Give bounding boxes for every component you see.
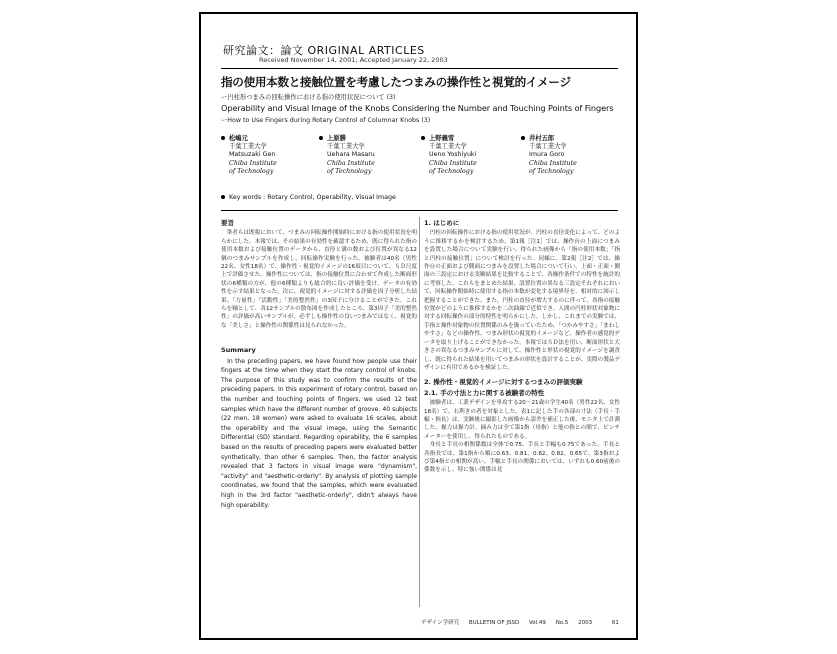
author-name-en: Uehara Masaru xyxy=(327,151,375,159)
bullet-icon xyxy=(421,136,425,140)
author-univ-jp: 千葉工業大学 xyxy=(229,143,267,151)
keywords xyxy=(221,194,396,201)
column-divider xyxy=(419,217,420,607)
abstract-heading: 要旨 xyxy=(221,219,234,227)
author-list xyxy=(221,135,621,183)
received-date: Received November 14, 2001; Accepted January 22, 2003 xyxy=(259,56,448,64)
footer-journal-jp: デザイン学研究 xyxy=(421,620,460,626)
footer-year: 2003 xyxy=(578,620,593,626)
author-name-jp: 松嶋元 xyxy=(229,135,248,142)
japanese-subtitle: ー円柱形つまみの回転操作における指の使用状況について (3) xyxy=(221,94,396,101)
author-univ-jp: 千葉工業大学 xyxy=(529,143,567,151)
page-number: 61 xyxy=(611,620,619,626)
section-2-1-text-2: 身長と手長の相関係数は全体で0.75、手長と手幅も0.75であった。手長と各指長では、第1指から順に0.63、0.81、0.82、0.82、0.65で、第3指および第4指との相関が高い。手幅と手長の関係においては、いずれも0.60前後の係数を示し、特に強い関係は見 xyxy=(424,442,620,474)
english-subtitle: ーHow to Use Fingers during Rotary Control of Columnar Knobs (3) xyxy=(221,117,431,124)
keywords-rule xyxy=(221,210,618,211)
section-1-text: 円柱の回転操作における指の使用状況が、円柱の直径変化によって、どのように推移するかを検討するため、第1報［注1］では、操作台の上面につまみを設置した場合について実験を行い、得られた画像から「指の使用本数」「指と円柱の接触位置」について検討を行った。同様に、第2報［注2］では、操作台の正面および側面につまみを設置した場合について行い、上面・正面・側面の三設定における実験結果を比較することで、各操作条件での特性を統計的に考察した。これらをまとめた結果、設置位置の異なる三設定それぞれにおいて、回転操作開始時に使用する指の本数が変化する境界径を、相対的に図示し把握することができた。また、円柱の直径が増大するのに伴って、各指の接触位置がどのように推移するかを二次曲線で近似でき、人間の円柱形状対象物に対する回転操作の部分的特性を明らかにした。しかし、これまでの実験では、手指と操作対象物の位置関係のみを扱っていたため、「つかみやすさ」「まわしやすさ」などの操作性、つまみ形状の視覚的イメージなど、操作者の感覚的データを取り上げることができなかった。本報ではＳＤ法を用い、断面形状と大きさの異なるつまみサンプルに対して、操作性と形状の視覚的イメージを調査し、既に得られた結果を用いてつまみの形状を設計することが、実際の製品デザインに有用であるかを検証した。 xyxy=(424,230,620,371)
section-2-1-text: 被験者は、工業デザインを専攻する20〜21歳の学生40名（男性22名、女性18名）で、右利きの者を対象とした。表1に記した手の各部の寸法（手長・手幅・指長）は、実験後に撮影した画像から誤差を補正した後、モニタ上で計測した。握力は握力計、摘み力は全て第1指（母指）と他の指との間で、ピンチメーターを使用し、得られたものである。 xyxy=(424,400,620,440)
footer-volume: Vol.49 xyxy=(528,620,546,626)
article-category: 研究論文：論文 ORIGINAL ARTICLES xyxy=(223,44,425,57)
keywords-text: Key words : Rotary Control, Operability, Visual Image xyxy=(229,194,396,201)
author-univ-en: Chiba Institute xyxy=(229,159,277,167)
english-title: Operability and Visual Image of the Knobs Considering the Number and Touching Points of Fingers xyxy=(221,103,614,113)
author-univ-en2: of Technology xyxy=(429,167,474,175)
bullet-icon xyxy=(221,195,225,199)
summary-heading: Summary xyxy=(221,346,256,355)
author-univ-en2: of Technology xyxy=(229,167,274,175)
author-univ-en: Chiba Institute xyxy=(529,159,577,167)
section-2-heading: 2. 操作性・視覚的イメージに対するつまみの評価実験 xyxy=(424,378,583,387)
author-4 xyxy=(521,135,611,176)
author-1 xyxy=(221,135,311,176)
author-name-en: Matsuzaki Gen xyxy=(229,151,276,159)
bullet-icon xyxy=(221,136,225,140)
author-name-jp: 井村五郎 xyxy=(529,135,555,142)
author-name-en: Ueno Yoshiyuki xyxy=(429,151,477,159)
author-univ-jp: 千葉工業大学 xyxy=(327,143,365,151)
right-column xyxy=(424,219,620,475)
bullet-icon xyxy=(521,136,525,140)
author-univ-jp: 千葉工業大学 xyxy=(429,143,467,151)
page-footer xyxy=(421,618,627,626)
summary-text: In the preceding papers, we have found how people use their fingers at the time when they start the rotary control of knobs. The purpose of this study was to confirm the results of the preceding papers. In this experiment of rotary control, based on the number and touching points of fingers, we used 12 test samples which have the different number of groove. 40 subjects (22 men, 18 women) were asked to evaluate 16 scales, about the operability and the visual image, using the Semantic Differential (SD) standard. Regarding operability, the 6 samples based on the results of preceding papers were evaluated better synthetically, than other 6 samples. Then, the factor analysis revealed that 3 factors in visual image were "dynamism", "activity" and "aesthetic-orderly". By analysis of plotting sample coordinates, we found that the samples, which were evaluated high in the 3rd factor "aesthetic-orderly", didn't always have high operability. xyxy=(221,357,417,509)
author-3 xyxy=(421,135,511,176)
author-2 xyxy=(319,135,409,176)
author-univ-en: Chiba Institute xyxy=(429,159,477,167)
author-name-jp: 上野義雪 xyxy=(429,135,455,142)
header-rule xyxy=(221,68,618,69)
section-1-heading: 1. はじめに xyxy=(424,219,460,227)
author-univ-en: Chiba Institute xyxy=(327,159,375,167)
abstract-text: 筆者らは既報において、つまみの回転操作開始時における指の使用状況を明らかにした。本報では、その結果の有効性を確認するため、既に得られた指の使用本数および接触位置のデータから、直径と溝の数および位置が異なる12個のつまみサンプルを作成し、回転操作実験を行った。被験者は40名（男性22名、女性18名）で、操作性・視覚的イメージの16項目について、ＳＤ尺度上で評価させた。操作性については、指の接触位置に合わせて作成した断面形状の6種類の方が、他の6種類よりも総合的に良い評価を受け、データの有効性を示す結果となった。次に、視覚的イメージに対する評価を因子分析した結果、「力量性」「活動性」「美的整然性」の3因子に分けることができた。これらを軸として、各12サンプルの散布図を作成したところ、第3因子「美的整然性」の評価が高いサンプルが、必ずしも操作性の良いつまみではなく、視覚的な「美しさ」と操作性の関係性は見られなかった。 xyxy=(221,230,417,329)
left-column xyxy=(221,219,417,510)
footer-number: No.5 xyxy=(555,620,569,626)
footer-journal-en: BULLETIN OF JSSD xyxy=(468,620,520,626)
author-univ-en2: of Technology xyxy=(327,167,372,175)
section-2-1-heading: 2.1. 手の寸法と力に関する被験者の特性 xyxy=(424,388,545,397)
bullet-icon xyxy=(319,136,323,140)
author-univ-en2: of Technology xyxy=(529,167,574,175)
author-name-en: Imura Goro xyxy=(529,151,565,159)
paper-page xyxy=(199,12,638,640)
japanese-title: 指の使用本数と接触位置を考慮したつまみの操作性と視覚的イメージ xyxy=(221,75,571,89)
author-name-jp: 上原勝 xyxy=(327,135,346,142)
